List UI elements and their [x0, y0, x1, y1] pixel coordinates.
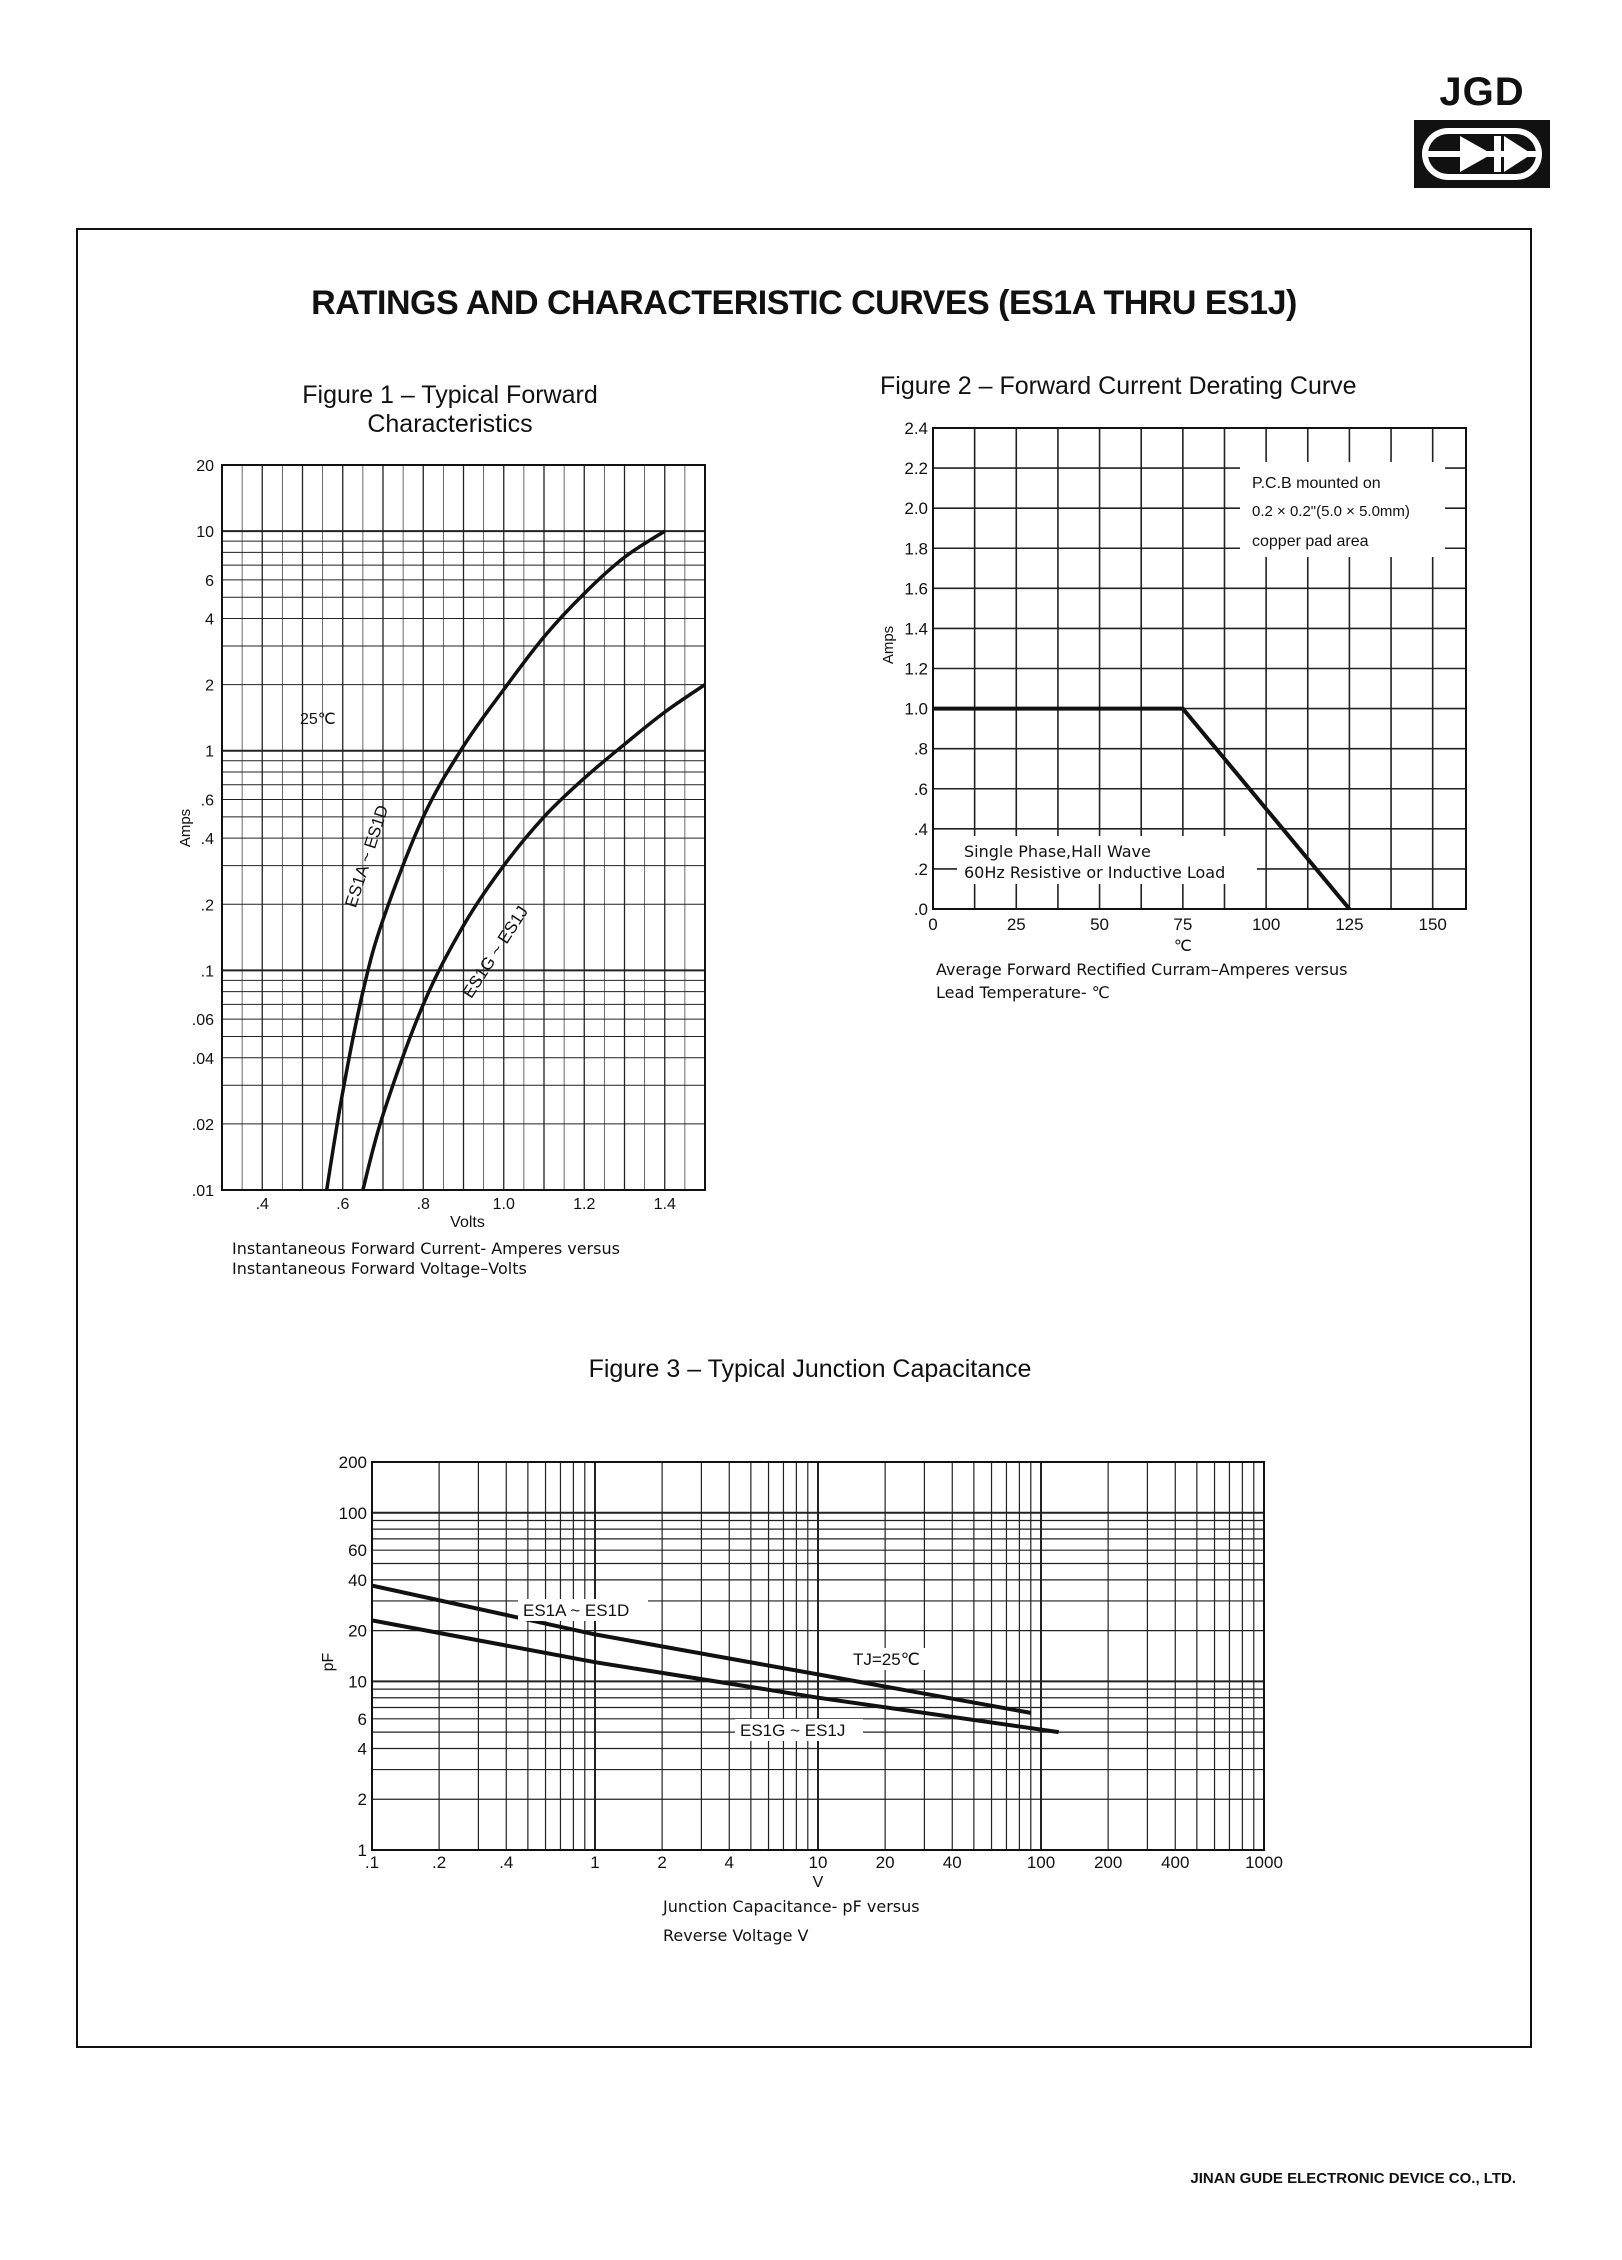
- fig1-y-tick-label: 10: [196, 524, 214, 542]
- fig3-y-tick-label: 40: [348, 1570, 367, 1590]
- fig3-x-tick-label: .2: [432, 1853, 447, 1872]
- fig3-x-tick-label: 1: [590, 1853, 600, 1872]
- fig3-y-tick-label: 1: [357, 1841, 367, 1860]
- fig2-note-line2: 0.2 × 0.2"(5.0 × 5.0mm): [1252, 503, 1410, 520]
- fig1-x-tick-label: .6: [336, 1196, 350, 1213]
- fig3-y-tick-label: 200: [338, 1453, 367, 1472]
- fig2-load-line1: Single Phase,Hall Wave: [964, 842, 1151, 861]
- fig3-x-tick-label: 1000: [1245, 1853, 1283, 1872]
- fig2-y-tick-label: 1.2: [904, 659, 928, 679]
- fig1-series-1-label: ES1A ~ ES1D: [341, 802, 393, 910]
- page-title: RATINGS AND CHARACTERISTIC CURVES (ES1A THRU ES1J): [311, 284, 1297, 322]
- fig2-caption-line1: Average Forward Rectified Curram–Amperes versus: [936, 960, 1348, 979]
- fig1-temp-annotation: 25℃: [300, 711, 336, 728]
- fig2-note-line1: P.C.B mounted on: [1252, 475, 1381, 492]
- fig3-x-tick-label: 100: [1026, 1853, 1056, 1872]
- fig1-y-tick-label: .02: [191, 1116, 214, 1134]
- fig3-x-tick-label: 200: [1093, 1853, 1123, 1872]
- fig1-x-tick-label: .8: [416, 1196, 430, 1213]
- fig1-x-tick-label: 1.4: [653, 1196, 676, 1213]
- fig2-y-tick-label: 1.4: [904, 619, 928, 639]
- fig2-y-tick-label: .2: [913, 859, 928, 879]
- fig1-y-tick-label: 1: [205, 743, 214, 761]
- fig1-y-tick-label: .06: [191, 1012, 214, 1030]
- fig3-x-tick-label: 400: [1161, 1853, 1190, 1872]
- fig1-caption-line2: Instantaneous Forward Voltage–Volts: [232, 1259, 527, 1278]
- fig3-x-tick-label: 10: [808, 1853, 828, 1872]
- fig2-y-tick-label: .0: [913, 900, 928, 919]
- fig3-x-tick-label: 4: [724, 1853, 734, 1872]
- fig1-series-2-label: ES1G ~ ES1J: [458, 902, 533, 1002]
- fig2-x-tick-label: 150: [1418, 915, 1447, 934]
- figure2-title: Figure 2 – Forward Current Derating Curve: [880, 372, 1357, 400]
- fig1-caption-line1: Instantaneous Forward Current- Amperes versus: [232, 1239, 620, 1258]
- fig2-y-tick-label: 2.4: [904, 419, 928, 438]
- fig3-y-tick-label: 60: [348, 1541, 367, 1561]
- footer-company: JINAN GUDE ELECTRONIC DEVICE CO., LTD.: [1190, 2170, 1516, 2187]
- fig3-y-tick-label: 10: [348, 1672, 367, 1692]
- fig3-y-tick-label: 6: [357, 1709, 367, 1729]
- fig2-y-tick-label: .6: [913, 779, 928, 799]
- figure1-title-line1: Figure 1 – Typical Forward: [302, 381, 598, 409]
- fig3-x-tick-label: 2: [657, 1853, 667, 1872]
- fig3-y-tick-label: 2: [357, 1790, 367, 1810]
- fig1-x-tick-label: 1.2: [573, 1196, 596, 1213]
- fig3-temp-annotation: TJ=25℃: [853, 1650, 920, 1669]
- fig1-y-tick-label: .04: [191, 1050, 214, 1068]
- fig1-x-tick-label: .4: [255, 1196, 269, 1213]
- fig1-y-tick-label: .6: [200, 792, 214, 810]
- fig3-x-tick-label: 20: [875, 1853, 895, 1872]
- fig2-x-tick-label: 125: [1335, 915, 1364, 934]
- fig3-series-1-label: ES1A ~ ES1D: [523, 1601, 630, 1620]
- fig1-y-tick-label: .2: [200, 897, 214, 915]
- fig2-x-tick-label: 50: [1090, 915, 1110, 934]
- fig2-x-tick-label: 25: [1006, 915, 1026, 934]
- fig2-y-tick-label: 1.8: [904, 539, 928, 559]
- fig3-x-axis-label: V: [812, 1874, 824, 1891]
- fig2-y-tick-label: .8: [913, 739, 928, 759]
- fig3-x-tick-label: 40: [942, 1853, 962, 1872]
- fig1-y-tick-label: 4: [205, 611, 214, 629]
- fig1-y-tick-label: .1: [200, 963, 214, 981]
- fig2-note-line3: copper pad area: [1252, 533, 1369, 550]
- fig2-y-tick-label: 1.0: [904, 699, 928, 719]
- fig2-x-tick-label: 100: [1251, 915, 1281, 934]
- fig2-x-tick-label: 0: [928, 915, 938, 934]
- fig1-y-axis-label: Amps: [177, 808, 194, 848]
- fig3-x-tick-label: .4: [499, 1853, 514, 1872]
- fig2-load-line2: 60Hz Resistive or Inductive Load: [964, 863, 1226, 882]
- fig2-y-tick-label: 2.2: [904, 459, 928, 479]
- fig1-y-tick-label: 20: [196, 458, 214, 475]
- fig2-x-tick-label: 75: [1173, 915, 1193, 934]
- fig3-y-tick-label: 4: [357, 1739, 367, 1759]
- fig3-y-axis-label: pF: [320, 1652, 337, 1672]
- fig1-y-tick-label: 2: [205, 677, 214, 695]
- fig3-caption-line1: Junction Capacitance- pF versus: [663, 1897, 920, 1916]
- fig2-x-axis-label: ℃: [1173, 938, 1192, 955]
- fig1-x-tick-label: 1.0: [492, 1196, 515, 1213]
- fig3-x-tick-label: .1: [364, 1853, 380, 1872]
- fig2-y-tick-label: 1.6: [904, 579, 928, 599]
- fig2-y-tick-label: .4: [913, 819, 928, 839]
- fig3-y-tick-label: 20: [348, 1621, 367, 1641]
- figure3-title: Figure 3 – Typical Junction Capacitance: [588, 1355, 1032, 1383]
- figure1-title-line2: Characteristics: [367, 410, 533, 438]
- fig2-y-axis-label: Amps: [880, 625, 897, 665]
- fig1-y-tick-label: 6: [205, 572, 214, 590]
- fig3-series-2-line: [372, 1620, 1059, 1732]
- fig1-series-1-line: [327, 531, 665, 1190]
- fig2-caption-line2: Lead Temperature- ℃: [936, 983, 1110, 1002]
- fig1-y-tick-label: .4: [200, 831, 214, 849]
- fig2-y-tick-label: 2.0: [904, 499, 928, 519]
- fig3-caption-line2: Reverse Voltage V: [663, 1926, 809, 1945]
- fig1-x-axis-label: Volts: [450, 1214, 485, 1231]
- fig3-series-2-label: ES1G ~ ES1J: [740, 1721, 846, 1740]
- logo-text: JGD: [1439, 70, 1525, 114]
- fig1-y-tick-label: .01: [191, 1183, 214, 1200]
- fig3-y-tick-label: 100: [338, 1503, 367, 1523]
